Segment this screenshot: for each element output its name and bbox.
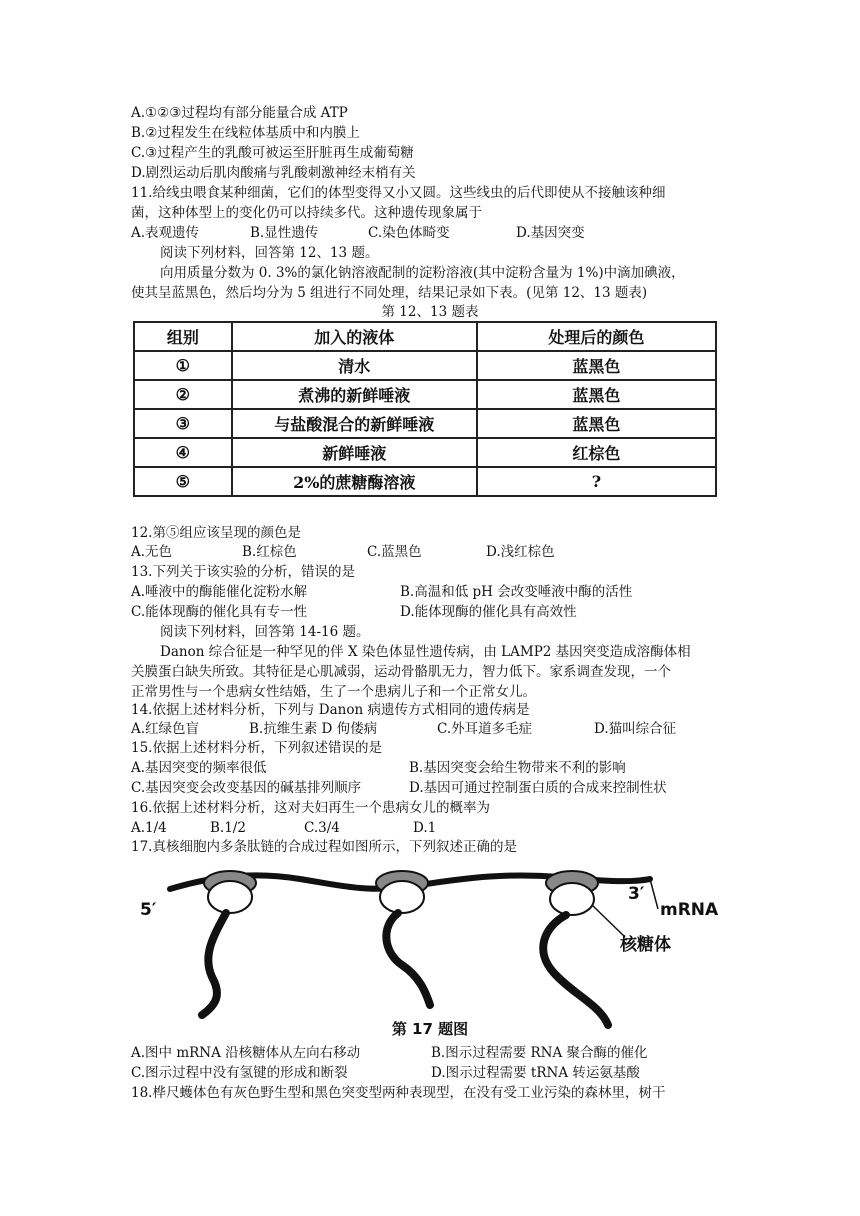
- table-row: [134, 380, 716, 409]
- q17-option-b: B.图示过程需要 RNA 聚合酶的催化: [431, 1045, 648, 1061]
- table-cell: ?: [477, 467, 716, 496]
- q12-stem: 12.第⑤组应该呈现的颜色是: [131, 525, 301, 541]
- table-cell: ⑤: [134, 467, 232, 496]
- q13-stem: 13.下列关于该实验的分析，错误的是: [131, 564, 355, 580]
- q17-option-d: D.图示过程需要 tRNA 转运氨基酸: [431, 1065, 640, 1081]
- q11-stem-line1: 11.给线虫喂食某种细菌，它们的体型变得又小又圆。这些线虫的后代即使从不接触该种细: [131, 185, 666, 201]
- experiment-table: [133, 321, 717, 497]
- q15-option-b: B.基因突变会给生物带来不利的影响: [409, 760, 626, 776]
- ribosome-label: 核糖体: [620, 935, 671, 955]
- q16-option-b: B.1/2: [210, 820, 246, 836]
- q16-option-c: C.3/4: [304, 820, 340, 836]
- q16-stem: 16.依据上述材料分析，这对夫妇再生一个患病女儿的概率为: [131, 800, 490, 816]
- q11-option-a: A.表观遗传: [131, 225, 200, 241]
- table-row: [134, 351, 716, 380]
- q13-option-d: D.能体现酶的催化具有高效性: [400, 604, 577, 620]
- q11-stem-line2: 菌，这种体型上的变化仍可以持续多代。这种遗传现象属于: [131, 205, 482, 221]
- mrna-pointer: [650, 879, 658, 909]
- table-cell: 与盐酸混合的新鲜唾液: [232, 409, 477, 438]
- material2-line3: 正常男性与一个患病女性结婚，生了一个患病儿子和一个正常女儿。: [131, 684, 536, 700]
- polypeptide-1: [202, 913, 226, 1015]
- q15-option-c: C.基因突变会改变基因的碱基排列顺序: [131, 780, 362, 796]
- table-cell: 清水: [232, 351, 477, 380]
- q15-stem: 15.依据上述材料分析，下列叙述错误的是: [131, 740, 382, 756]
- q14-option-a: A.红绿色盲: [131, 721, 200, 737]
- table-row: [134, 438, 716, 467]
- table-cell: 新鲜唾液: [232, 438, 477, 467]
- polypeptide-3: [543, 915, 608, 1025]
- table-cell: 煮沸的新鲜唾液: [232, 380, 477, 409]
- reading-prompt-12-13: 阅读下列材料，回答第 12、13 题。: [160, 245, 379, 261]
- table-cell: ①: [134, 351, 232, 380]
- q10-option-b: B.②过程发生在线粒体基质中和内膜上: [131, 125, 360, 141]
- table-header-row: [134, 322, 716, 351]
- q12-option-c: C.蓝黑色: [367, 544, 422, 560]
- mrna-label: mRNA: [660, 900, 719, 920]
- header-color: 处理后的颜色: [477, 322, 716, 351]
- q14-option-d: D.猫叫综合征: [594, 721, 677, 737]
- material2-line2: 关膜蛋白缺失所致。其特征是心肌减弱，运动骨骼肌无力，智力低下。家系调查发现，一个: [131, 664, 671, 680]
- q17-option-a: A.图中 mRNA 沿核糖体从左向右移动: [131, 1045, 361, 1061]
- table-cell: ③: [134, 409, 232, 438]
- table-cell: 蓝黑色: [477, 409, 716, 438]
- q14-option-b: B.抗维生素 D 佝偻病: [249, 721, 378, 737]
- reading-prompt-14-16: 阅读下列材料，回答第 14-16 题。: [160, 624, 370, 640]
- table-cell: ④: [134, 438, 232, 467]
- ribosome-2: [376, 871, 430, 1005]
- ribosome-1: [202, 871, 256, 1015]
- q10-option-c: C.③过程产生的乳酸可被运至肝脏再生成葡萄糖: [131, 145, 414, 161]
- header-liquid: 加入的液体: [232, 322, 477, 351]
- table-cell: 蓝黑色: [477, 351, 716, 380]
- five-prime-label: 5′: [140, 900, 157, 920]
- material2-line1: Danon 综合征是一种罕见的伴 X 染色体显性遗传病，由 LAMP2 基因突变造成溶酶体相: [160, 644, 691, 660]
- q12-option-a: A.无色: [131, 544, 173, 560]
- q17-option-c: C.图示过程中没有氢键的形成和断裂: [131, 1065, 348, 1081]
- q15-option-d: D.基因可通过控制蛋白质的合成来控制性状: [409, 780, 667, 796]
- q13-option-b: B.高温和低 pH 会改变唾液中酶的活性: [400, 584, 633, 600]
- q10-option-d: D.剧烈运动后肌肉酸痛与乳酸刺激神经末梢有关: [131, 165, 416, 181]
- q16-option-d: D.1: [413, 820, 437, 836]
- q16-option-a: A.1/4: [131, 820, 167, 836]
- table-row: [134, 409, 716, 438]
- figure-caption: 第 17 题图: [391, 1020, 469, 1038]
- q10-option-a: A.①②③过程均有部分能量合成 ATP: [131, 105, 348, 121]
- polypeptide-2: [386, 913, 430, 1005]
- ribosome-3: [543, 871, 608, 1025]
- q18-stem: 18.桦尺蠖体色有灰色野生型和黑色突变型两种表现型，在没有受工业污染的森林里，树干: [131, 1085, 666, 1101]
- q15-option-a: A.基因突变的频率很低: [131, 760, 267, 776]
- table-cell: 红棕色: [477, 438, 716, 467]
- q12-option-b: B.红棕色: [242, 544, 297, 560]
- material1-line2: 使其呈蓝黑色，然后均分为 5 组进行不同处理，结果记录如下表。(见第 12、13 题表): [131, 285, 648, 301]
- q14-option-c: C.外耳道多毛症: [437, 721, 533, 737]
- q11-option-b: B.显性遗传: [250, 225, 319, 241]
- table-cell: ②: [134, 380, 232, 409]
- q13-option-a: A.唾液中的酶能催化淀粉水解: [131, 584, 308, 600]
- q13-option-c: C.能体现酶的催化具有专一性: [131, 604, 308, 620]
- q11-option-c: C.染色体畸变: [368, 225, 450, 241]
- table-row: [134, 467, 716, 496]
- header-group: 组别: [134, 322, 232, 351]
- q11-option-d: D.基因突变: [516, 225, 585, 241]
- table-cell: 2%的蔗糖酶溶液: [232, 467, 477, 496]
- three-prime-label: 3′: [628, 884, 645, 904]
- table-caption: 第 12、13 题表: [381, 304, 479, 320]
- q12-option-d: D.浅红棕色: [486, 544, 555, 560]
- q17-stem: 17.真核细胞内多条肽链的合成过程如图所示，下列叙述正确的是: [131, 839, 517, 855]
- q14-stem: 14.依据上述材料分析，下列与 Danon 病遗传方式相同的遗传病是: [131, 702, 530, 718]
- material1-line1: 向用质量分数为 0. 3%的氯化钠溶液配制的淀粉溶液(其中淀粉含量为 1%)中滴加碘液，: [160, 265, 685, 281]
- table-cell: 蓝黑色: [477, 380, 716, 409]
